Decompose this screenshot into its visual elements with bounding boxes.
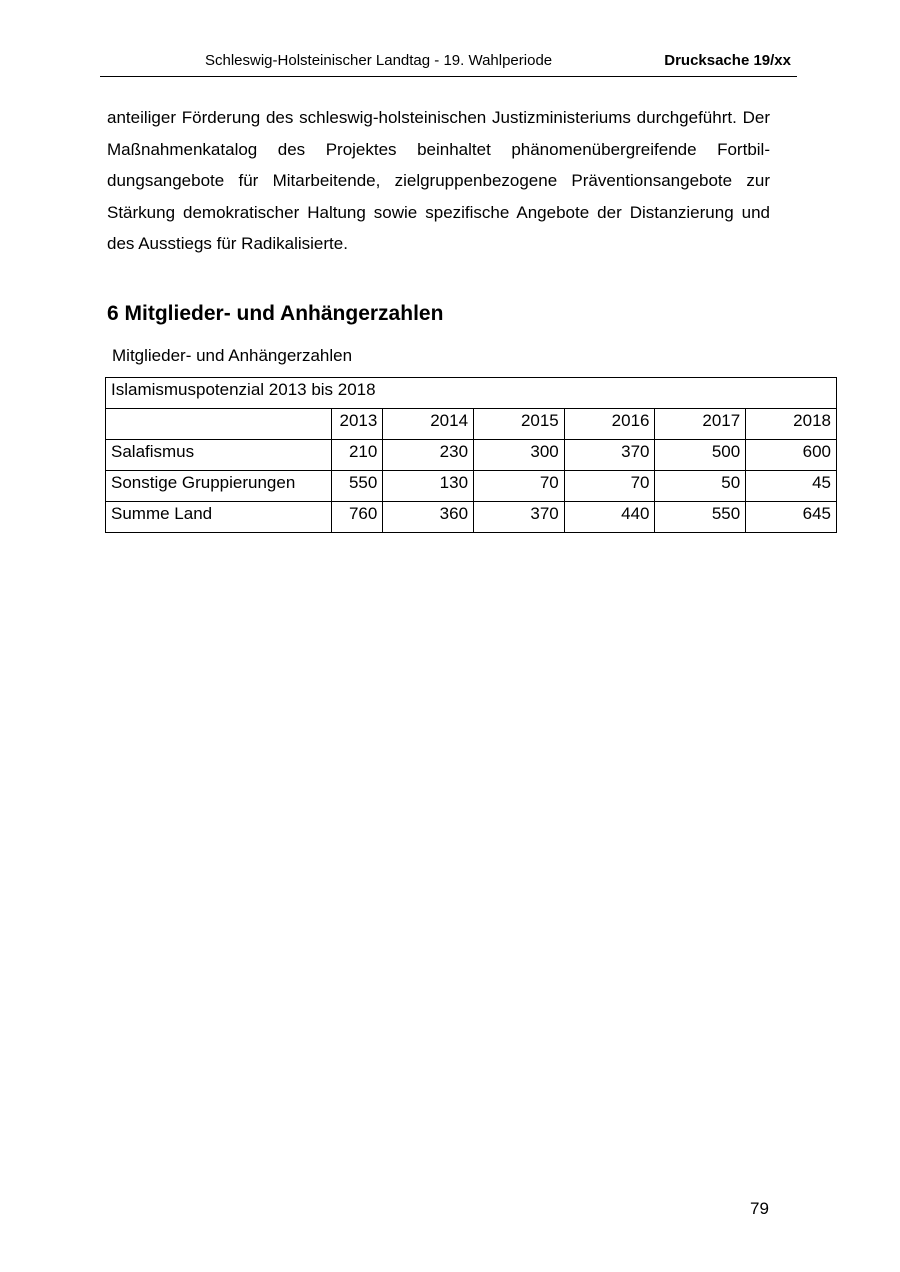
row-label: Summe Land xyxy=(106,502,332,533)
table-cell: 70 xyxy=(474,471,565,502)
table-title: Islamismuspotenzial 2013 bis 2018 xyxy=(106,378,837,409)
page-header xyxy=(100,50,797,77)
page-number: 79 xyxy=(750,1199,769,1218)
table-cell: 230 xyxy=(383,440,474,471)
table-cell: 210 xyxy=(332,440,383,471)
table-row xyxy=(106,471,837,502)
table-cell: 360 xyxy=(383,502,474,533)
islamism-potential-table xyxy=(105,377,837,533)
row-label: Sonstige Gruppierungen xyxy=(106,471,332,502)
table-title-row xyxy=(106,378,837,409)
table-cell: 600 xyxy=(746,440,837,471)
table-header-row xyxy=(106,409,837,440)
section-heading: 6 Mitglieder- und Anhängerzahlen xyxy=(107,302,444,325)
year-header: 2016 xyxy=(564,409,655,440)
year-header: 2013 xyxy=(332,409,383,440)
table-cell: 45 xyxy=(746,471,837,502)
year-header: 2015 xyxy=(474,409,565,440)
table-cell: 760 xyxy=(332,502,383,533)
table-row xyxy=(106,502,837,533)
table-cell: 500 xyxy=(655,440,746,471)
table-cell: 645 xyxy=(746,502,837,533)
table-cell: 300 xyxy=(474,440,565,471)
table-cell: 370 xyxy=(474,502,565,533)
row-label: Salafismus xyxy=(106,440,332,471)
table-cell: 550 xyxy=(655,502,746,533)
body-paragraph: anteiliger Förderung des schleswig-holsteinischen Justizministeriums durchgeführt. Der Maßnahmenkatalog des Projektes beinhaltet phänomenübergreifende Fortbildungsangebote für Mitarbeitende, zielgruppenbezogene Präventionsangebote zur Stärkung demokratischer Haltung sowie spezifische Angebote der Distanzierung und des Ausstiegs für Radikalisierte. xyxy=(107,108,770,253)
table-cell: 550 xyxy=(332,471,383,502)
table-cell: 370 xyxy=(564,440,655,471)
year-header: 2014 xyxy=(383,409,474,440)
year-header: 2017 xyxy=(655,409,746,440)
table-cell: 50 xyxy=(655,471,746,502)
header-title: Schleswig-Holsteinischer Landtag - 19. Wahlperiode xyxy=(205,52,553,69)
table-header-empty-cell xyxy=(106,409,332,440)
table-row xyxy=(106,440,837,471)
header-document-number: Drucksache 19/xx xyxy=(664,52,791,69)
year-header: 2018 xyxy=(746,409,837,440)
table-cell: 130 xyxy=(383,471,474,502)
table-caption: Mitglieder- und Anhängerzahlen xyxy=(112,346,353,365)
table-cell: 70 xyxy=(564,471,655,502)
table-cell: 440 xyxy=(564,502,655,533)
